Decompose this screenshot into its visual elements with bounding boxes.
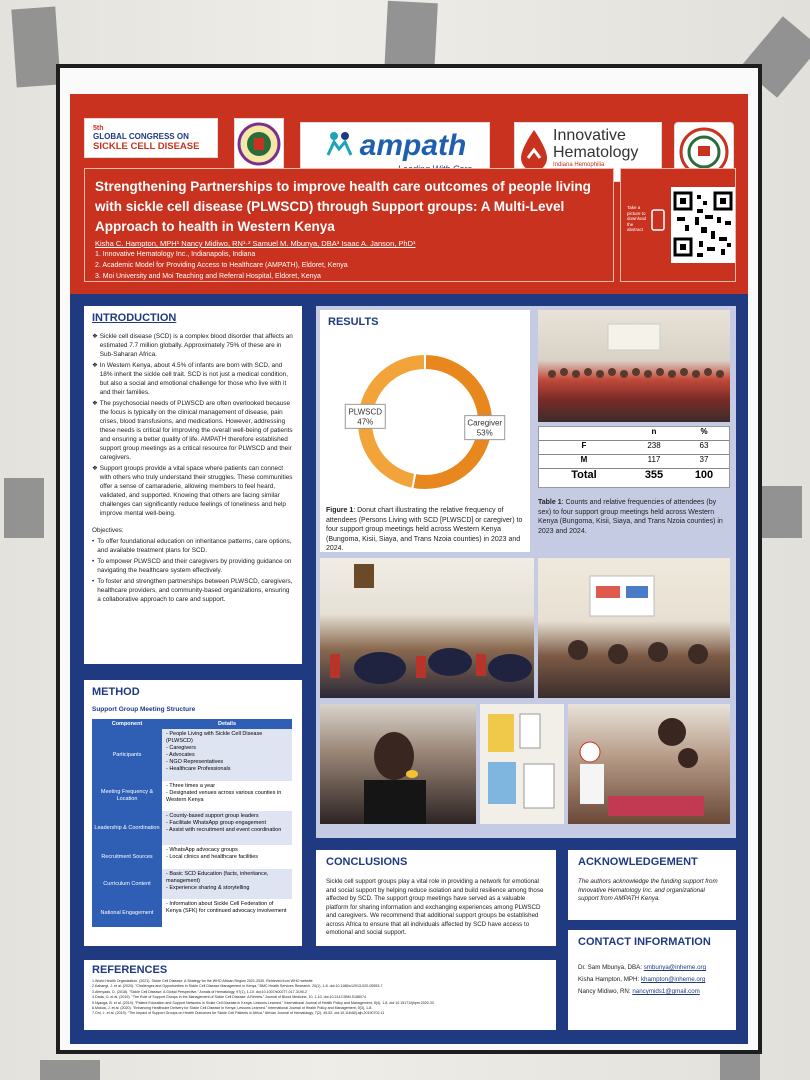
table-row: F 238 63 [539, 441, 729, 455]
intro-bullet: ❖ In Western Kenya, about 4.5% of infants are born with SCD, and 18% inherit the sickle cell trait. SCD is not just a medical condition, but also a social and emotional challenge for those who live with it and their families. [92, 362, 288, 396]
phone-icon [651, 209, 665, 236]
poster-body [70, 94, 748, 1044]
ih-logo-line3: Indiana Hemophilia [553, 162, 605, 168]
acknowledgement-heading: ACKNOWLEDGEMENT [578, 856, 698, 868]
reference-item: 3.Afenyadu, D. (2018). "Sickle Cell Disease: A Global Perspective." Annals of Hematology, 97(1), 1-10. doi:10.1007/s00277-017-3190-2 [92, 989, 308, 994]
donut-label-plwscd: PLWSCD [348, 407, 383, 417]
ih-logo-line1: Innovative [553, 127, 626, 144]
table-row: Total 355 100 [571, 469, 714, 481]
poster-title: Strengthening Partnerships to improve health care outcomes of people living with sickle cell disease (PLWSCD) through Support groups: A Multi-Level Approach to health in Western Kenya [95, 179, 591, 234]
results-heading: RESULTS [328, 316, 379, 328]
table-row: Leadership & Coordination - County-based support group leaders - Facilitate WhatsApp group engagement - Assist with recruitment and event coordination [92, 811, 292, 845]
meeting-hall-photo [320, 558, 534, 698]
donut-label-caregiver: 53% [476, 428, 493, 438]
speaker-photo [320, 704, 476, 824]
reference-item: 4.Dada, O. et al. (2019). "The Role of Support Groups in the Management of Sickle Cell Disease: A Review." Journal of Blood Medicine, 10, 1-10. doi:10.2147/JBM.S188074 [92, 995, 367, 1000]
tape-strip [4, 478, 44, 538]
affiliation: 3. Moi University and Moi Teaching and Referral Hospital, Eldoret, Kenya [95, 273, 321, 280]
table-row: National Engagement - Information about Sickle Cell Federation of Kenya (SFK) for continued advocacy involvement [92, 899, 292, 927]
objective-item: • To offer foundational education on inheritance patterns, care options, and available treatment plans for SCD. [92, 538, 292, 554]
tape-strip [40, 1060, 100, 1080]
tape-strip [720, 1050, 760, 1080]
tape-strip [11, 7, 60, 88]
table-caption: Table 1: Counts and relative frequencies of attendees (by sex) to four support group meetings held across Western Kenya (Bungoma, Kisii, Siaya, and Trans Nzoia counties) in 2023 and 2024. [538, 499, 723, 535]
contact-heading: CONTACT INFORMATION [578, 936, 711, 948]
contact-line: Dr. Sam Mbunya, DBA: smbunya@inheme.org [578, 964, 707, 971]
group-photo [538, 310, 730, 422]
table-row: Participants - People Living with Sickle Cell Disease (PLWSCD) - Caregivers - Advocates - NGO Representatives - Healthcare Professionals [92, 729, 292, 781]
reference-item: 5.Nyaoga, B. et al. (2019). "Patient Education and Support Networks in Sickle Cell Disease in Kenya: Lessons Learned." International Journal of Health Policy and Management, 8(4), 1-8. doi:10.15171/ijhpm.2020.33 [92, 1000, 434, 1005]
reference-item: 7.Oni, L. et al. (2019). "The Impact of Support Groups on Health Outcomes for Sickle Cell Patients in Africa." African Journal of Hematology, 7(2), 45-52. doi:10.11648/j.ajh.20190702.11 [92, 1011, 385, 1016]
tape-strip [762, 486, 802, 538]
method-table [92, 719, 292, 927]
acknowledgement-panel [566, 848, 738, 922]
email-link[interactable]: smbunya@inheme.org [643, 964, 707, 971]
acknowledgement-text: The authors acknowledge the funding support from Innovative Hematology Inc. and organizational support from AMPATH Kenya. [578, 878, 718, 902]
table-row: Recruitment Sources - WhatsApp advocacy groups - Local clinics and healthcare facilities [92, 845, 292, 869]
attendance-table [538, 426, 730, 488]
contact-panel [566, 928, 738, 1032]
figure-caption: Figure 1: Donut chart illustrating the relative frequency of attendees (Persons Living with SCD [PLWSCD] or caregiver) to four support group meetings held across Western Kenya (Bungoma, Kisii, Siaya, and Trans Nzoia counties) in 2023 and 2024. [326, 507, 523, 552]
presentation-photo [538, 558, 730, 698]
conclusions-panel [314, 848, 558, 948]
method-heading: METHOD [92, 686, 140, 698]
qr-block [620, 168, 736, 282]
chart-area [320, 310, 530, 552]
affiliation: 2. Academic Model for Providing Access to Healthcare (AMPATH), Eldoret, Kenya [95, 262, 348, 269]
contact-line: Kisha Hampton, MPH: khampton@inheme.org [578, 976, 706, 983]
university-seal-logo [234, 118, 284, 170]
ih-logo-line2: Hematology [553, 144, 639, 161]
method-panel [82, 678, 304, 948]
introduction-panel [82, 304, 304, 666]
table-row: Curriculum Content - Basic SCD Education (facts, inheritance, management) - Experience sharing & storytelling [92, 869, 292, 899]
table-row: Meeting Frequency & Location - Three times a year - Designated venues across various counties in Western Kenya [92, 781, 292, 811]
congress-logo [84, 118, 218, 158]
table-row: M 117 37 [539, 455, 729, 469]
method-table-header: Component Details [92, 719, 292, 729]
poster-header [70, 94, 748, 294]
conclusions-text: Sickle cell support groups play a vital role in providing a network for emotional and social support by helping reduce isolation and build resilience among those affected by SCD. The support group meetings have served as a valuable platform for sharing information and exchanging experiences among PLWSCD and caregivers. We recommend that additional support groups be established across Africa to ensure that all individuals affected by SCD have access to emotional and social support. [326, 878, 544, 936]
ampath-wordmark: ampath [359, 129, 467, 162]
congress-logo-line1: 5th [93, 124, 104, 132]
title-block [84, 168, 614, 282]
contact-line: Nancy Midiwo, RN: nancymids1@gmail.com [578, 988, 700, 995]
objective-item: • To foster and strengthen partnerships between PLWSCD, caregivers, healthcare providers, and community-based organizations, ensuring a collaborative approach to care and support. [92, 578, 293, 603]
method-subheading: Support Group Meeting Structure [92, 706, 196, 713]
reference-item: 2.Kahangi, J. et al. (2020). "Challenges and Opportunities in Sickle Cell Disease Management in Kenya." BMC Health Services Research, 20(1), 1-8. doi:10.1186/s12913-020-05553-7 [92, 984, 383, 989]
ampath-figure-icon [324, 129, 354, 164]
affiliation: 1. Innovative Hematology Inc., Indianapolis, Indiana [95, 251, 256, 258]
email-link[interactable]: khampton@inheme.org [640, 976, 706, 983]
educational-materials-photo [480, 704, 564, 824]
reference-item: 6.Mokua, J. et al. (2020). "Enhancing Healthcare Delivery for Sickle Cell Disease in Kenya: Lessons Learned." International Journal of Health Policy and Management, 9(3), 1-8. [92, 1006, 373, 1011]
attendance-table-header: n % [539, 427, 729, 441]
results-panel [314, 304, 738, 840]
references-heading: REFERENCES [92, 964, 168, 976]
donut-label-caregiver: Caregiver [467, 418, 503, 428]
intro-bullet: ❖ The psychosocial needs of PLWSCD are often overlooked because the focus is typically on the clinical management of disease, pain crises, blood transfusions, and medications. However, addressing these needs is critical for improving the overall well-being of patients and ensuring a better quality of life. AMPATH therefore established support group meetings as a critical resource for PLWSCD and their caregivers. [92, 400, 293, 461]
conclusions-heading: CONCLUSIONS [326, 856, 408, 868]
poster [56, 64, 762, 1054]
children-photo [568, 704, 730, 824]
introduction-heading: INTRODUCTION [92, 312, 177, 324]
references-panel [82, 958, 558, 1032]
qr-caption: Take a picture to download the abstract [627, 205, 647, 232]
intro-bullet: ❖ Sickle cell disease (SCD) is a complex blood disorder that affects an estimated 7.7 million globally. Approximately 75% of these are in Sub-Saharan Africa. [92, 333, 293, 358]
intro-bullet: ❖ Support groups provide a vital space where patients can connect with others who truly understand their struggles. These communities offer a sense of camaraderie, allowing members to feel heard, validated, and supported. Knowing that others are facing similar challenges can significantly reduce feelings of loneliness and help improve mental well-being. [92, 465, 293, 517]
reference-item: 1.World Health Organization. (2021). Sickle Cell Disease: A Strategy for the WHO African Region 2021-2030. Retrieved from WHO website [92, 979, 313, 983]
objective-item: • To empower PLWSCD and their caregivers by providing guidance on navigating the healthcare system effectively. [92, 558, 292, 574]
objectives-label: Objectives: [92, 527, 124, 534]
congress-logo-line2: GLOBAL CONGRESS ON [93, 131, 189, 141]
donut-label-plwscd: 47% [357, 417, 374, 427]
qr-code[interactable] [671, 187, 735, 263]
donut-chart [320, 336, 530, 516]
poster-authors: Kisha C. Hampton, MPH¹ Nancy Midiwo, RN¹·² Samuel M. Mbunya, DBA³ Isaac A. Janson, PhD¹ [95, 239, 416, 248]
congress-logo-line3: SICKLE CELL DISEASE [93, 140, 200, 152]
email-link[interactable]: nancymids1@gmail.com [632, 988, 700, 995]
